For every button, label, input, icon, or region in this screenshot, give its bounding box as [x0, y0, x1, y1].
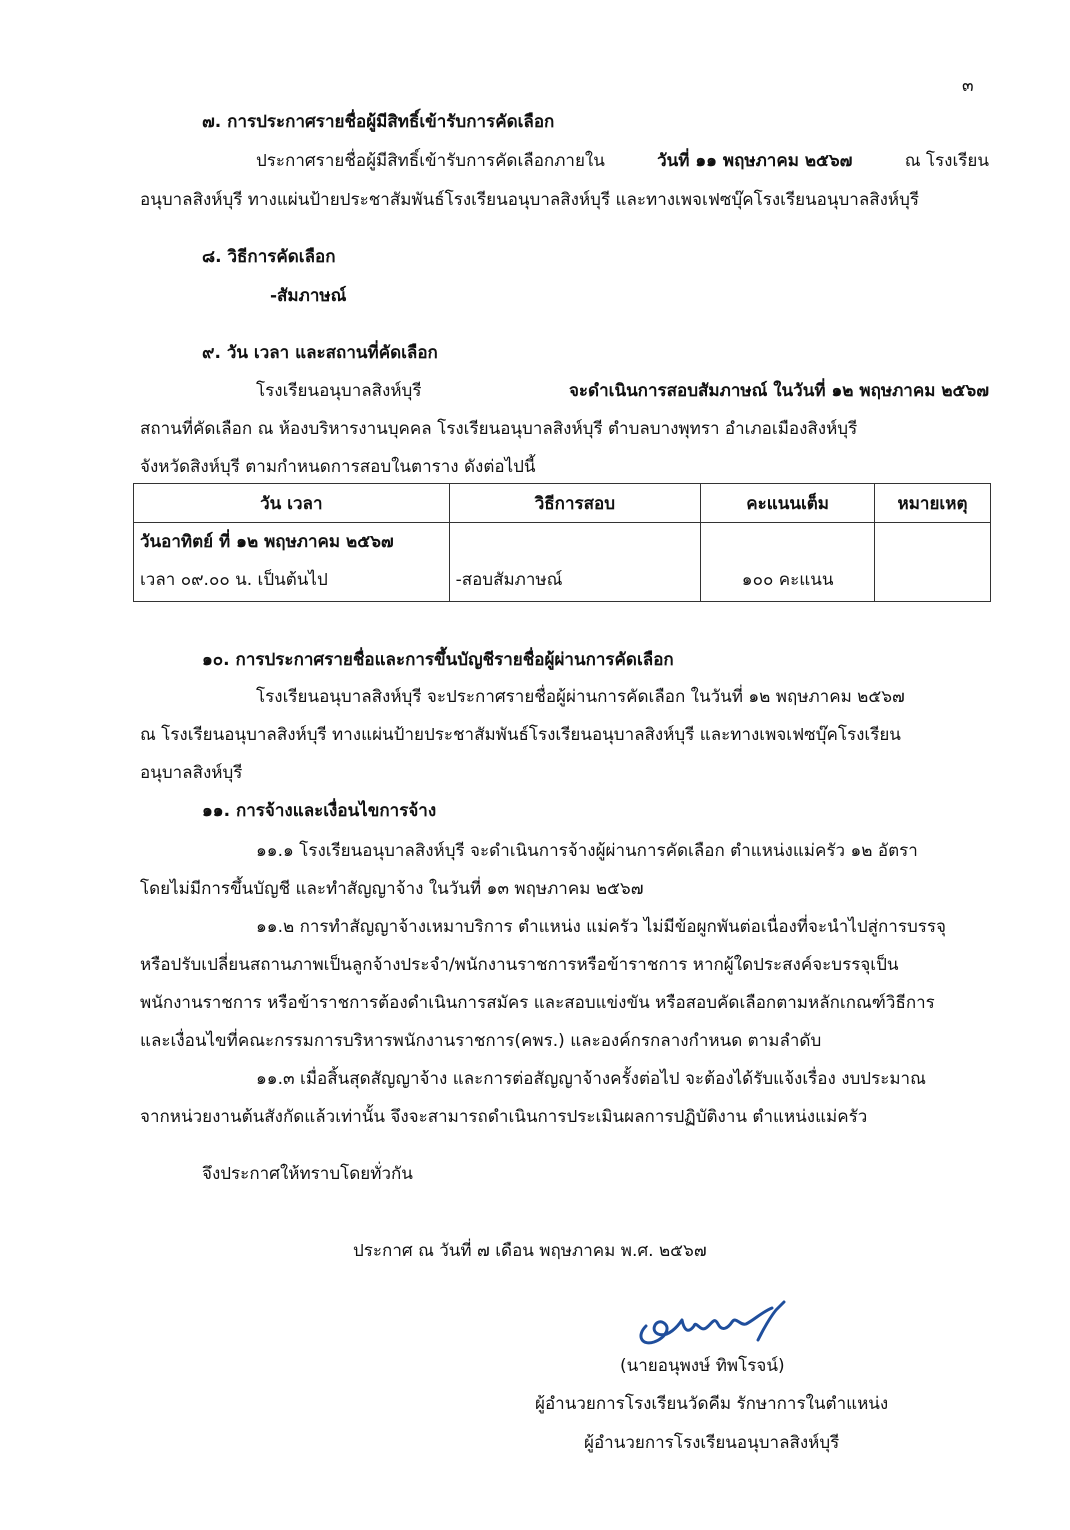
section-11-3-line-2: จากหน่วยงานต้นสังกัดแล้วเท่านั้น จึงจะสามารถดำเนินการประเมินผลการปฏิบัติงาน ตำแหน่งแม่ครัว [140, 1107, 868, 1127]
section-7-tail: ณ โรงเรียน [904, 151, 989, 171]
section-11-2-line-1: ๑๑.๒ การทำสัญญาจ้างเหมาบริการ ตำแหน่ง แม่ครัว ไม่มีข้อผูกพันต่อเนื่องที่จะนำไปสู่การบรรจุ [256, 917, 947, 937]
exam-method: -สอบสัมภาษณ์ [455, 570, 563, 590]
section-11-1-line-1: ๑๑.๑ โรงเรียนอนุบาลสิงห์บุรี จะดำเนินการจ้างผู้ผ่านการคัดเลือก ตำแหน่งแม่ครัว ๑๒ อัตรา [256, 841, 918, 861]
announcement-date: ประกาศ ณ วันที่ ๗ เดือน พฤษภาคม พ.ศ. ๒๕๖๗ [353, 1241, 707, 1261]
section-7-heading: ๗. การประกาศรายชื่อผู้มีสิทธิ์เข้ารับการคัดเลือก [202, 112, 555, 132]
section-8-method: -สัมภาษณ์ [270, 286, 347, 306]
section-9-interview-date: จะดำเนินการสอบสัมภาษณ์ ในวันที่ ๑๒ พฤษภาคม ๒๕๖๗ [568, 381, 989, 401]
exam-score: ๑๐๐ คะแนน [741, 570, 834, 590]
table-row [134, 523, 991, 602]
section-9-heading: ๙. วัน เวลา และสถานที่คัดเลือก [202, 343, 438, 363]
section-11-2-line-3: พนักงานราชการ หรือข้าราชการต้องดำเนินการสมัคร และสอบแข่งขัน หรือสอบคัดเลือกตามหลักเกณฑ์วิธีการ [140, 993, 935, 1013]
page-number: ๓ [962, 76, 974, 96]
table-header: วัน เวลา [134, 484, 450, 523]
table-header-row [134, 484, 991, 523]
section-7-lead: ประกาศรายชื่อผู้มีสิทธิ์เข้ารับการคัดเลือกภายใน [256, 151, 605, 171]
section-10-heading: ๑๐. การประกาศรายชื่อและการขึ้นบัญชีรายชื่อผู้ผ่านการคัดเลือก [202, 650, 674, 670]
section-9-school: โรงเรียนอนุบาลสิงห์บุรี [256, 381, 422, 401]
exam-time: เวลา ๐๙.๐๐ น. เป็นต้นไป [140, 570, 328, 590]
section-11-heading: ๑๑. การจ้างและเงื่อนไขการจ้าง [202, 801, 437, 821]
section-8-heading: ๘. วิธีการคัดเลือก [202, 247, 336, 267]
closing-statement: จึงประกาศให้ทราบโดยทั่วกัน [202, 1164, 413, 1184]
exam-note [881, 523, 984, 561]
section-10-line-2: ณ โรงเรียนอนุบาลสิงห์บุรี ทางแผ่นป้ายประชาสัมพันธ์โรงเรียนอนุบาลสิงห์บุรี และทางเพจเฟซบุ๊คโรงเรียน [140, 725, 901, 745]
section-10-line-3: อนุบาลสิงห์บุรี [140, 763, 243, 783]
signatory-title-2: ผู้อำนวยการโรงเรียนอนุบาลสิงห์บุรี [584, 1433, 840, 1453]
section-7-line-1 [256, 147, 989, 174]
table-cell-score [701, 523, 875, 602]
section-10-line-1: โรงเรียนอนุบาลสิงห์บุรี จะประกาศรายชื่อผู้ผ่านการคัดเลือก ในวันที่ ๑๒ พฤษภาคม ๒๕๖๗ [256, 687, 905, 707]
signatory-title-1: ผู้อำนวยการโรงเรียนวัดคีม รักษาการในตำแหน่ง [535, 1394, 889, 1414]
section-9-line-3: จังหวัดสิงห์บุรี ตามกำหนดการสอบในตาราง ดังต่อไปนี้ [140, 457, 536, 477]
section-7-date: วันที่ ๑๑ พฤษภาคม ๒๕๖๗ [657, 151, 853, 171]
table-header: วิธีการสอบ [449, 484, 701, 523]
section-11-3-line-1: ๑๑.๓ เมื่อสิ้นสุดสัญญาจ้าง และการต่อสัญญาจ้างครั้งต่อไป จะต้องได้รับแจ้งเรื่อง งบประมาณ [256, 1069, 926, 1089]
table-cell-method [449, 523, 701, 602]
table-cell-datetime [134, 523, 450, 602]
section-9-line-1 [256, 377, 989, 404]
signature-image [632, 1296, 792, 1352]
table-header: คะแนนเต็ม [701, 484, 875, 523]
section-11-2-line-2: หรือปรับเปลี่ยนสถานภาพเป็นลูกจ้างประจำ/พนักงานราชการหรือข้าราชการ หากผู้ใดประสงค์จะบรรจุเป็น [140, 955, 899, 975]
exam-date: วันอาทิตย์ ที่ ๑๒ พฤษภาคม ๒๕๖๗ [140, 532, 394, 552]
table-cell-note [875, 523, 991, 602]
section-9-line-2: สถานที่คัดเลือก ณ ห้องบริหารงานบุคคล โรงเรียนอนุบาลสิงห์บุรี ตำบลบางพุทรา อำเภอเมืองสิงห์บุรี [140, 419, 858, 439]
table-header: หมายเหตุ [875, 484, 991, 523]
signatory-name: (นายอนุพงษ์ ทิพโรจน์) [620, 1356, 785, 1376]
section-11-1-line-2: โดยไม่มีการขึ้นบัญชี และทำสัญญาจ้าง ในวันที่ ๑๓ พฤษภาคม ๒๕๖๗ [140, 879, 644, 899]
section-7-line-2: อนุบาลสิงห์บุรี ทางแผ่นป้ายประชาสัมพันธ์โรงเรียนอนุบาลสิงห์บุรี และทางเพจเฟซบุ๊คโรงเรียนอนุบาลสิงห์บุรี [140, 190, 920, 210]
section-11-2-line-4: และเงื่อนไขที่คณะกรรมการบริหารพนักงานราชการ(คพร.) และองค์กรกลางกำหนด ตามลำดับ [140, 1031, 822, 1051]
schedule-table [133, 483, 991, 602]
